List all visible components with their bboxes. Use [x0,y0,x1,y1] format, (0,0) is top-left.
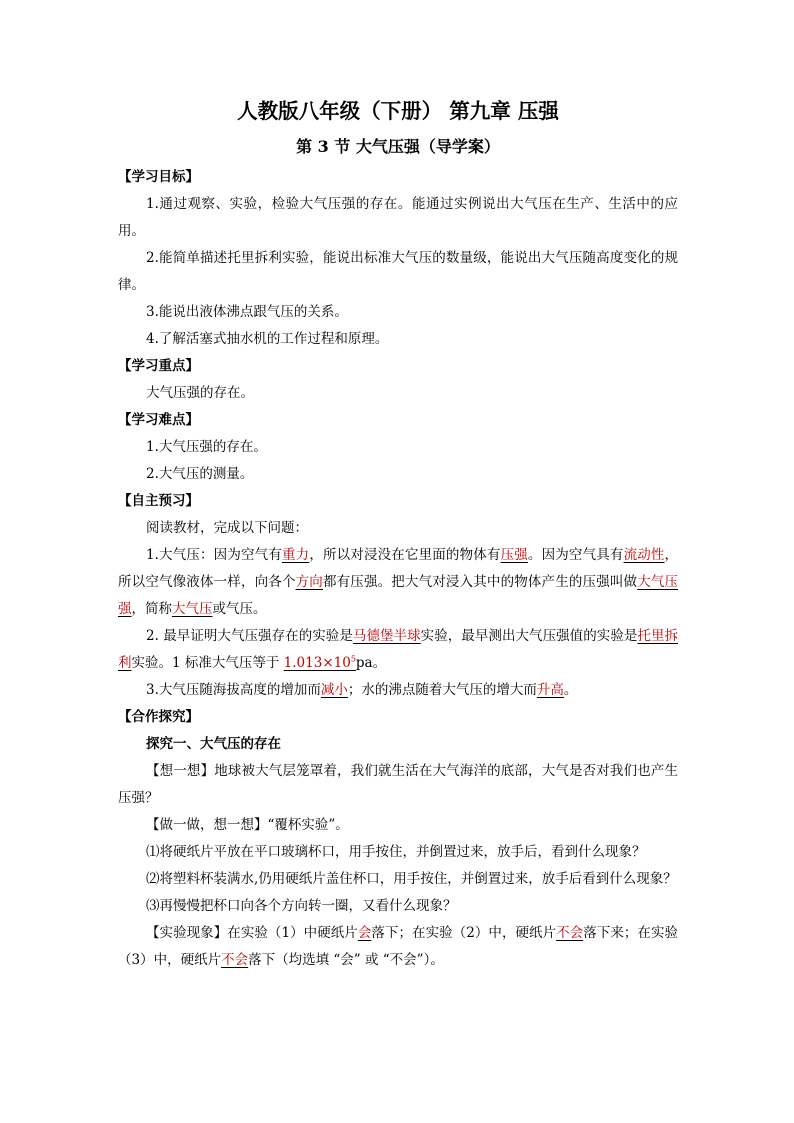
answer-blank: 大气压 [172,601,213,617]
objectives-heading: 【学习目标】 [118,169,199,185]
answer-blank: 减小 [320,682,348,698]
preview-question-3: 3.大气压随海拔高度的增加而减小；水的沸点随着大气压的增大而升高。 [146,682,578,698]
answer-blank: 不会 [556,925,584,941]
think-question: 【想一想】地球被大气层笼罩着，我们就生活在大气海洋的底部，大气是否对我们也产生压强？ [118,763,678,806]
experiment-label: 【做一做，想一想】“覆杯实验”。 [146,817,349,833]
experiment-step: ⑵将塑料杯装满水,仍用硬纸片盖住杯口，用手按住，并倒置过来，放手后看到什么现象？ [146,871,677,887]
preview-heading: 【自主预习】 [118,493,199,509]
keypoints-text: 大气压强的存在。 [146,385,254,401]
objective-item: 1.通过观察、实验，检验大气压强的存在。能通过实例说出大气压在生产、生活中的应用。 [118,196,678,239]
experiment-step: ⑶再慢慢把杯口向各个方向转一圈，又看什么现象？ [146,898,457,914]
answer-blank: 方向 [295,574,323,590]
answer-blank: 会 [357,925,372,941]
document-title: 人教版八年级（下册） 第九章 压强 [237,99,559,123]
preview-question-1: 1.大气压：因为空气有重力，所以对浸没在它里面的物体有压强。因为空气具有流动性，所以空气像液体一样，向各个方向都有压强。把大气对浸入其中的物体产生的压强叫做大气压强，简称大气压或气压。 [118,547,679,617]
keypoints-heading: 【学习重点】 [118,358,199,374]
objective-item: 4.了解活塞式抽水机的工作过程和原理。 [146,331,389,347]
section-subtitle: 第 3 节 大气压强（导学案） [296,137,500,156]
objective-item: 3.能说出液体沸点跟气压的关系。 [146,304,348,320]
answer-blank: 大气压强 [118,574,679,617]
preview-intro: 阅读教材，完成以下问题： [146,520,308,536]
answer-blank: 流动性 [623,547,665,563]
answer-blank: 压强 [500,547,528,563]
experiment-phenomenon: 【实验现象】在实验（1）中硬纸片会落下；在实验（2）中，硬纸片不会落下来；在实验（3）中，硬纸片不会落下（均选填 “会” 或 “不会”）。 [118,925,679,968]
difficulties-heading: 【学习难点】 [118,412,199,428]
difficulty-item: 1.大气压强的存在。 [146,439,267,455]
answer-blank: 马德堡半球 [352,628,421,644]
objective-item: 2.能简单描述托里拆利实验，能说出标准大气压的数量级，能说出大气压随高度变化的规律。 [118,250,678,293]
document-body [118,96,678,974]
answer-blank: $1.013\times 10^5$ [283,654,356,671]
experiment-step: ⑴将硬纸片平放在平口玻璃杯口，用手按住，并倒置过来，放手后，看到什么现象？ [146,844,646,860]
preview-question-2: 2. 最早证明大气压强存在的实验是马德堡半球实验，最早测出大气压强值的实验是托里拆利实验。1 标准大气压等于 $1.013\times 10^5pa$。 [118,628,679,671]
inquiry-title: 探究一、大气压的存在 [146,736,281,752]
difficulty-item: 2.大气压的测量。 [146,466,254,482]
answer-blank: 不会 [221,952,249,968]
answer-blank: 托里拆利 [118,628,679,671]
cooperate-heading: 【合作探究】 [118,709,199,725]
answer-blank: 重力 [282,547,310,563]
answer-blank: 升高 [536,682,564,698]
